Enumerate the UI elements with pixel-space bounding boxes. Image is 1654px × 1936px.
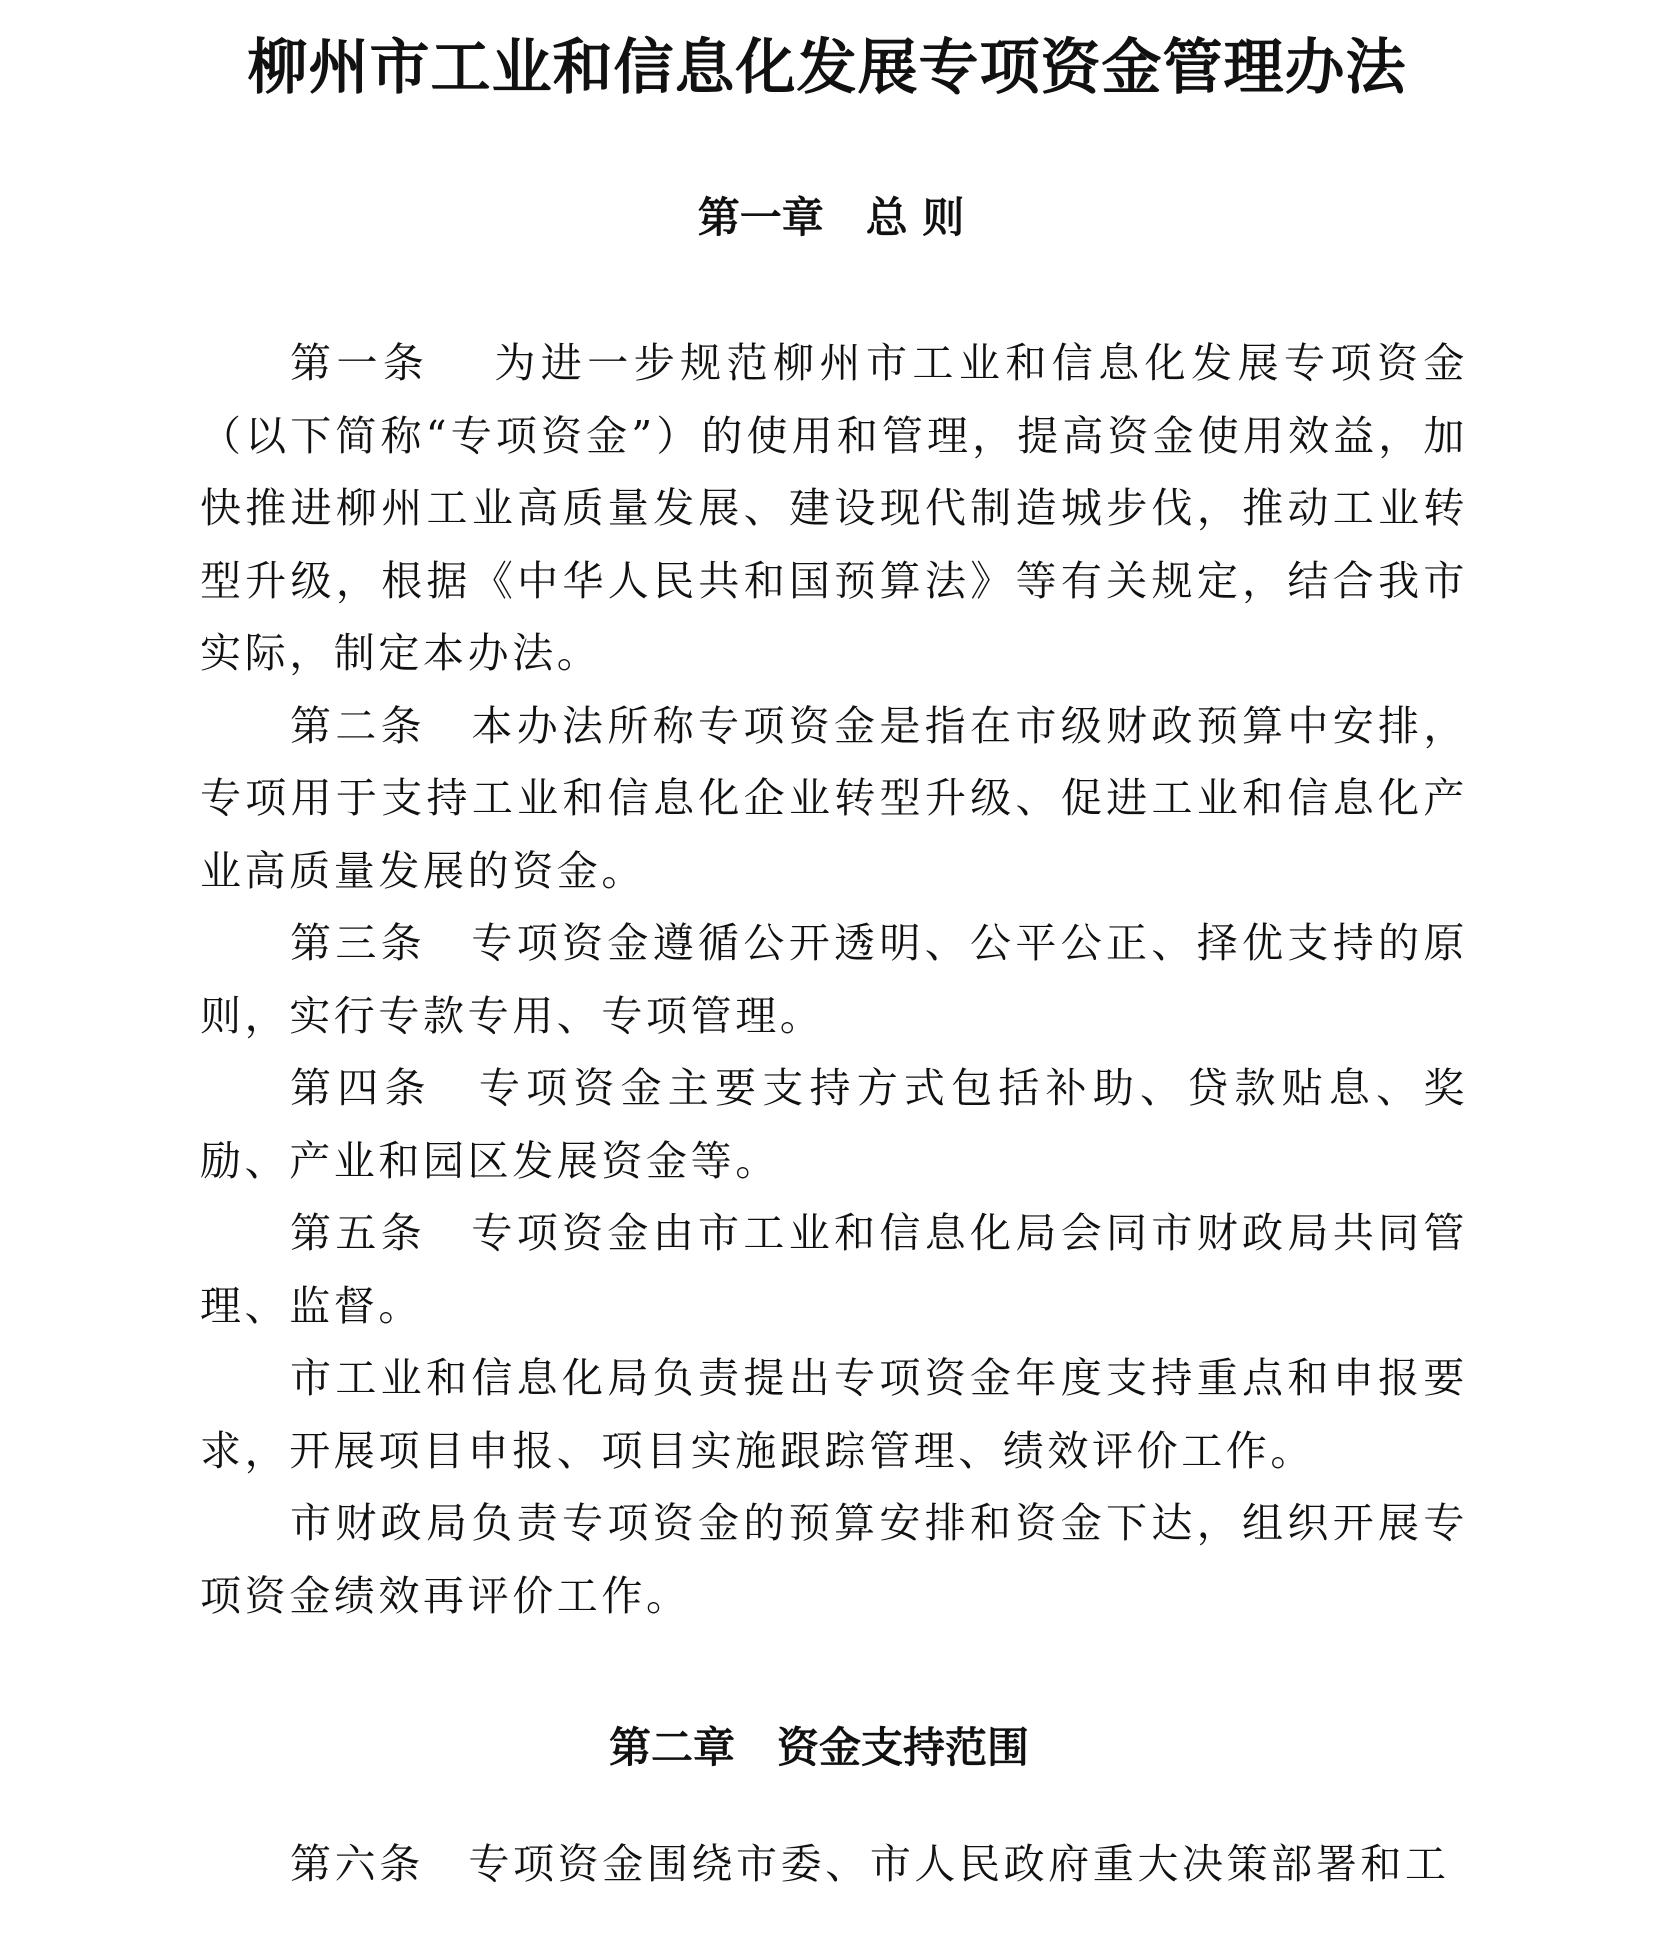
chapter-1-body	[200, 327, 1468, 1632]
article-5-subparagraph-2	[200, 1487, 1468, 1632]
article-5-subparagraph-2-text: 市财政局负责专项资金的预算安排和资金下达，组织开展专项资金绩效再评价工作。	[200, 1499, 1468, 1620]
article-6-number: 第六条	[290, 1840, 424, 1888]
article-2-paragraph	[200, 690, 1468, 908]
article-6-paragraph	[200, 1828, 1468, 1901]
article-1-paragraph	[200, 327, 1468, 690]
article-6-text: 专项资金围绕市委、市人民政府重大决策部署和工	[468, 1840, 1450, 1888]
article-5-paragraph	[200, 1197, 1468, 1342]
chapter-2-body	[200, 1828, 1468, 1901]
document-title: 柳州市工业和信息化发展专项资金管理办法	[247, 33, 1407, 103]
article-2-text: 本办法所称专项资金是指在市级财政预算中安排，专项用于支持工业和信息化企业转型升级、促进工业和信息化产业高质量发展的资金。	[200, 701, 1468, 895]
article-4-paragraph	[200, 1052, 1468, 1197]
article-5-subparagraph-1	[200, 1342, 1468, 1487]
article-2-number: 第二条	[290, 701, 427, 750]
article-5-subparagraph-1-text: 市工业和信息化局负责提出专项资金年度支持重点和申报要求，开展项目申报、项目实施跟踪管理、绩效评价工作。	[200, 1354, 1468, 1475]
article-3-text: 专项资金遵循公开透明、公平公正、择优支持的原则，实行专款专用、专项管理。	[200, 919, 1468, 1040]
article-1-number: 第一条	[290, 339, 430, 387]
chapter-1-heading: 第一章 总 则	[697, 193, 965, 242]
article-5-text: 专项资金由市工业和信息化局会同市财政局共同管理、监督。	[200, 1209, 1468, 1330]
article-1-text: 为进一步规范柳州市工业和信息化发展专项资金（以下简称“专项资金”）的使用和管理，提高资金使用效益，加快推进柳州工业高质量发展、建设现代制造城步伐，推动工业转型升级，根据《中华人民共和国预算法》等有关规定，结合我市实际，制定本办法。	[200, 339, 1469, 677]
article-3-number: 第三条	[290, 919, 427, 967]
article-4-text: 专项资金主要支持方式包括补助、贷款贴息、奖励、产业和园区发展资金等。	[200, 1064, 1468, 1185]
article-4-number: 第四条	[290, 1064, 432, 1112]
article-3-paragraph	[200, 907, 1468, 1052]
article-5-number: 第五条	[290, 1209, 427, 1257]
chapter-2-heading: 第二章 资金支持范围	[608, 1723, 1029, 1772]
